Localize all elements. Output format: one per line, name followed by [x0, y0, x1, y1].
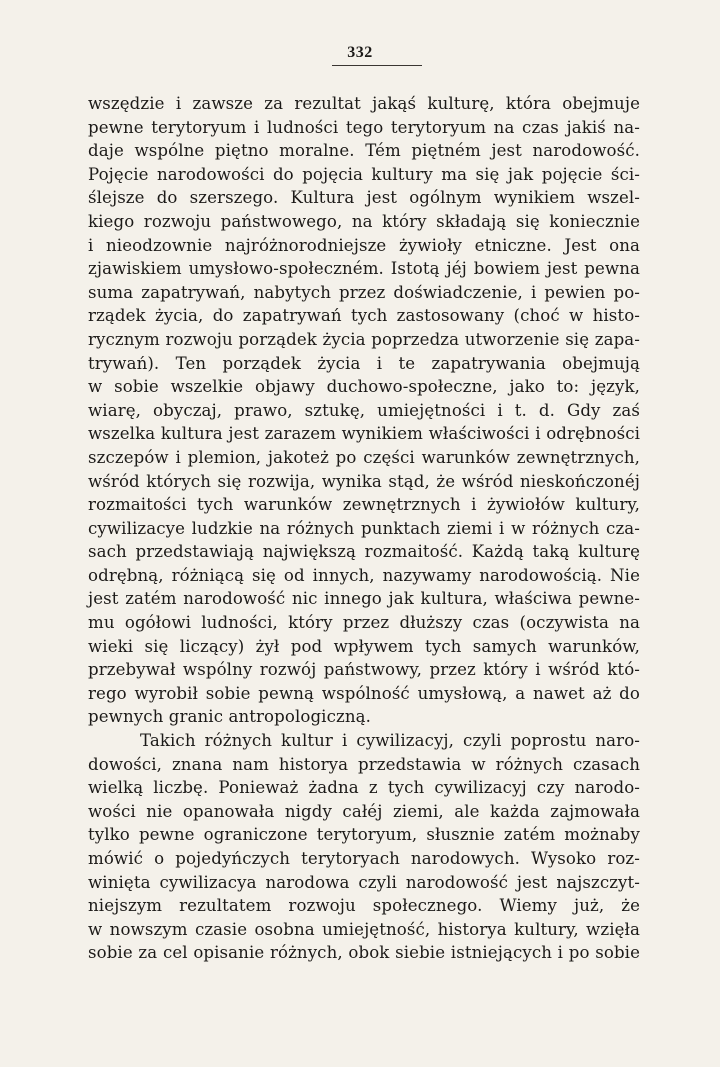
text-line: niejszym rezultatem rozwoju społecznego. Wiemy już, że [88, 896, 640, 916]
text-line: szczepów i plemion, jakoteż po części warunków zewnętrznych, [88, 447, 640, 467]
text-line: wości nie opanowała nigdy całéj ziemi, ale każda zajmowała [88, 801, 640, 821]
text-line: wszelka kultura jest zarazem wynikiem właściwości i odrębności [88, 424, 640, 444]
text-line: suma zapatrywań, nabytych przez doświadczenie, i pewien po- [88, 282, 640, 302]
text-line: wśród których się rozwija, wynika stąd, że wśród nieskończonéj [88, 471, 640, 491]
text-line: rego wyrobił sobie pewną wspólność umysłową, a nawet aż do [88, 683, 640, 703]
text-line: winięta cywilizacya narodowa czyli narodowość jest najszczyt- [88, 872, 640, 892]
text-line: kiego rozwoju państwowego, na który składają się koniecznie [88, 211, 640, 231]
text-line: wielką liczbę. Ponieważ żadna z tych cywilizacyj czy narodo- [88, 778, 640, 798]
text-line: mówić o pojedyńczych terytoryach narodowych. Wysoko roz- [88, 849, 640, 868]
text-line: wiarę, obyczaj, prawo, sztukę, umiejętności i t. d. Gdy zaś [88, 400, 640, 420]
text-line: w nowszym czasie osobna umiejętność, historya kultury, wzięła [88, 919, 640, 939]
text-line: cywilizacye ludzkie na różnych punktach ziemi i w różnych cza- [88, 518, 640, 538]
text-line: trywań). Ten porządek życia i te zapatrywania obejmują [88, 353, 640, 373]
text-line: sobie za cel opisanie różnych, obok siebie istniejących i po sobie [88, 943, 640, 963]
text-line: Pojęcie narodowości do pojęcia kultury ma się jak pojęcie ści- [88, 164, 640, 184]
text-line: mu ogółowi ludności, który przez dłuższy czas (oczywista na [88, 613, 640, 633]
text-line: sach przedstawiają największą rozmaitość. Każdą taką kulturę [88, 542, 640, 562]
text-line: w sobie wszelkie objawy duchowo-społeczne, jako to: język, [88, 377, 640, 397]
text-line: przebywał wspólny rozwój państwowy, przez który i wśród któ- [88, 660, 640, 680]
text-line: daje wspólne piętno moralne. Tém piętném jest narodowość. [88, 141, 640, 161]
text-line: dowości, znana nam historya przedstawia w różnych czasach [88, 754, 640, 774]
text-line: jest zatém narodowość nic innego jak kultura, właściwa pewne- [88, 589, 640, 609]
text-line: i nieodzownie najróżnorodniejsze żywioły etniczne. Jest ona [88, 235, 640, 255]
text-line: rządek życia, do zapatrywań tych zastosowany (choć w histo- [88, 306, 640, 326]
text-line-last: pewnych granic antropologiczną. [88, 707, 371, 727]
text-line-indented: Takich różnych kultur i cywilizacyj, czyli poprostu naro- [140, 731, 640, 751]
text-line: pewne terytoryum i ludności tego terytoryum na czas jakiś na- [88, 117, 640, 137]
paragraph-2 [88, 729, 640, 965]
page-number-rule [332, 65, 422, 66]
page-number: 332 [347, 44, 373, 61]
text-line: odrębną, różniącą się od innych, nazywamy narodowością. Nie [88, 565, 640, 585]
body-text [88, 92, 640, 965]
paragraph-1 [88, 92, 640, 729]
text-line: zjawiskiem umysłowo-społeczném. Istotą jéj bowiem jest pewna [88, 259, 640, 279]
text-line: rycznym rozwoju porządek życia poprzedza utworzenie się zapa- [88, 329, 640, 349]
text-line: ślejsze do szerszego. Kultura jest ogólnym wynikiem wszel- [88, 188, 640, 208]
text-line: wszędzie i zawsze za rezultat jakąś kulturę, która obejmuje [88, 94, 640, 113]
text-line: rozmaitości tych warunków zewnętrznych i żywiołów kultury, [88, 495, 640, 515]
text-line: tylko pewne ograniczone terytoryum, słusznie zatém możnaby [88, 825, 640, 845]
text-line: wieki się liczący) żył pod wpływem tych samych warunków, [88, 636, 640, 656]
